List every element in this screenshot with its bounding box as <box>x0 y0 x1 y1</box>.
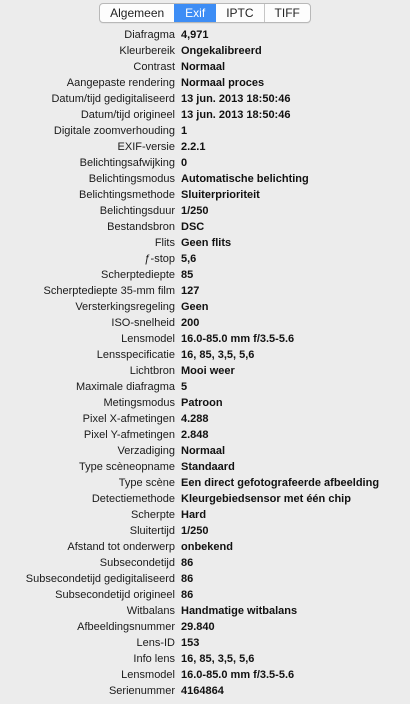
property-row <box>0 491 410 507</box>
property-row <box>0 459 410 475</box>
property-row <box>0 155 410 171</box>
property-row <box>0 315 410 331</box>
property-row <box>0 91 410 107</box>
property-row <box>0 523 410 539</box>
property-label: Digitale zoomverhouding <box>53 125 175 137</box>
property-row <box>0 683 410 699</box>
property-row <box>0 107 410 123</box>
property-row <box>0 283 410 299</box>
property-label: Lensmodel <box>121 333 175 345</box>
property-value: 16, 85, 3,5, 5,6 <box>181 653 255 665</box>
property-row <box>0 411 410 427</box>
property-row <box>0 171 410 187</box>
property-label: ISO-snelheid <box>111 317 175 329</box>
property-row <box>0 443 410 459</box>
property-label: Info lens <box>133 653 175 665</box>
property-value: 16.0-85.0 mm f/3.5-5.6 <box>181 669 295 681</box>
property-row <box>0 139 410 155</box>
property-label: Flits <box>154 237 175 249</box>
property-value: 86 <box>181 573 194 585</box>
property-value: 86 <box>181 557 194 569</box>
property-label: Contrast <box>133 61 175 73</box>
property-row <box>0 203 410 219</box>
property-value: 13 jun. 2013 18:50:46 <box>181 109 291 121</box>
property-label: Datum/tijd gedigitaliseerd <box>51 93 175 105</box>
property-label: Detectiemethode <box>91 493 175 505</box>
property-label: Lensmodel <box>121 669 175 681</box>
property-value: Automatische belichting <box>181 173 309 185</box>
property-label: Lensspecificatie <box>96 349 175 361</box>
property-label: Subsecondetijd gedigitaliseerd <box>25 573 175 585</box>
property-row <box>0 619 410 635</box>
property-label: Lens-ID <box>136 637 175 649</box>
property-label: Belichtingsmodus <box>88 173 175 185</box>
property-value: 1/250 <box>181 205 209 217</box>
property-label: Pixel X-afmetingen <box>82 413 175 425</box>
property-value: DSC <box>181 221 205 233</box>
property-value: 5,6 <box>181 253 197 265</box>
property-label: Verzadiging <box>117 445 175 457</box>
property-value: 2.2.1 <box>181 141 206 153</box>
property-row <box>0 59 410 75</box>
property-row <box>0 75 410 91</box>
property-label: Scherpte <box>130 509 175 521</box>
property-value: Hard <box>181 509 207 521</box>
property-value: 4164864 <box>181 685 224 697</box>
property-row <box>0 667 410 683</box>
property-label: Aangepaste rendering <box>66 77 175 89</box>
property-value: 1 <box>181 125 188 137</box>
property-value: Standaard <box>181 461 235 473</box>
property-row <box>0 27 410 43</box>
property-value: 16, 85, 3,5, 5,6 <box>181 349 255 361</box>
property-row <box>0 603 410 619</box>
property-label: Afstand tot onderwerp <box>67 541 175 553</box>
property-row <box>0 427 410 443</box>
tab-iptc[interactable]: IPTC <box>215 4 263 22</box>
property-label: Versterkingsregeling <box>75 301 175 313</box>
property-label: Pixel Y-afmetingen <box>83 429 175 441</box>
property-value: Normaal <box>181 445 226 457</box>
property-value: Ongekalibreerd <box>181 45 262 57</box>
segmented-control <box>99 3 311 23</box>
property-value: 200 <box>181 317 200 329</box>
property-row <box>0 475 410 491</box>
property-value: 29.840 <box>181 621 215 633</box>
property-label: Maximale diafragma <box>75 381 175 393</box>
property-value: Sluiterprioriteit <box>181 189 260 201</box>
property-row <box>0 299 410 315</box>
property-label: Serienummer <box>108 685 175 697</box>
property-label: Lichtbron <box>129 365 175 377</box>
property-value: Normaal proces <box>181 77 265 89</box>
property-value: Geen flits <box>181 237 232 249</box>
property-row <box>0 123 410 139</box>
property-value: 1/250 <box>181 525 209 537</box>
property-value: 4,971 <box>181 29 209 41</box>
tab-algemeen[interactable]: Algemeen <box>110 6 165 20</box>
property-row <box>0 635 410 651</box>
property-row <box>0 507 410 523</box>
property-label: Belichtingsmethode <box>78 189 175 201</box>
property-value: Patroon <box>181 397 223 409</box>
property-label: Bestandsbron <box>107 221 175 233</box>
property-row <box>0 651 410 667</box>
property-label: EXIF-versie <box>117 141 175 153</box>
property-row <box>0 395 410 411</box>
tab-bar <box>0 3 410 23</box>
property-value: Normaal <box>181 61 226 73</box>
property-value: 85 <box>181 269 194 281</box>
property-row <box>0 587 410 603</box>
property-row <box>0 219 410 235</box>
property-value: 2.848 <box>181 429 209 441</box>
property-value: 5 <box>181 381 188 393</box>
property-label: Scherptediepte 35-mm film <box>43 285 175 297</box>
property-label: Diafragma <box>124 29 175 41</box>
property-label: Belichtingsafwijking <box>79 157 175 169</box>
property-label: Metingsmodus <box>103 397 175 409</box>
property-label: Witbalans <box>126 605 175 617</box>
property-label: Type scèneopname <box>78 461 175 473</box>
property-label: Sluitertijd <box>129 525 175 537</box>
property-value: 16.0-85.0 mm f/3.5-5.6 <box>181 333 295 345</box>
property-row <box>0 347 410 363</box>
property-row <box>0 539 410 555</box>
property-value: Handmatige witbalans <box>181 605 298 617</box>
tab-exif[interactable]: Exif <box>174 4 215 22</box>
property-label: Belichtingsduur <box>99 205 175 217</box>
property-label: Kleurbereik <box>119 45 175 57</box>
property-label: Subsecondetijd origineel <box>55 589 175 601</box>
property-value: onbekend <box>181 541 233 553</box>
property-row <box>0 379 410 395</box>
exif-property-list <box>0 27 410 699</box>
property-label: Type scène <box>118 477 175 489</box>
property-label: ƒ-stop <box>144 253 175 265</box>
property-row <box>0 251 410 267</box>
property-row <box>0 43 410 59</box>
property-label: Afbeeldingsnummer <box>77 621 175 633</box>
property-value: 0 <box>181 157 188 169</box>
property-value: Een direct gefotografeerde afbeelding <box>181 477 380 489</box>
property-value: Mooi weer <box>181 365 235 377</box>
property-value: Kleurgebiedsensor met één chip <box>181 493 351 505</box>
property-label: Datum/tijd origineel <box>80 109 175 121</box>
property-value: 13 jun. 2013 18:50:46 <box>181 93 291 105</box>
property-row <box>0 363 410 379</box>
property-label: Scherptediepte <box>101 269 175 281</box>
property-row <box>0 331 410 347</box>
property-row <box>0 555 410 571</box>
property-value: 86 <box>181 589 194 601</box>
property-row <box>0 267 410 283</box>
property-row <box>0 571 410 587</box>
property-value: 153 <box>181 637 200 649</box>
property-value: 4.288 <box>181 413 209 425</box>
property-row <box>0 235 410 251</box>
tab-tiff[interactable]: TIFF <box>264 4 310 22</box>
property-label: Subsecondetijd <box>99 557 175 569</box>
property-value: Geen <box>181 301 209 313</box>
property-row <box>0 187 410 203</box>
property-value: 127 <box>181 285 200 297</box>
